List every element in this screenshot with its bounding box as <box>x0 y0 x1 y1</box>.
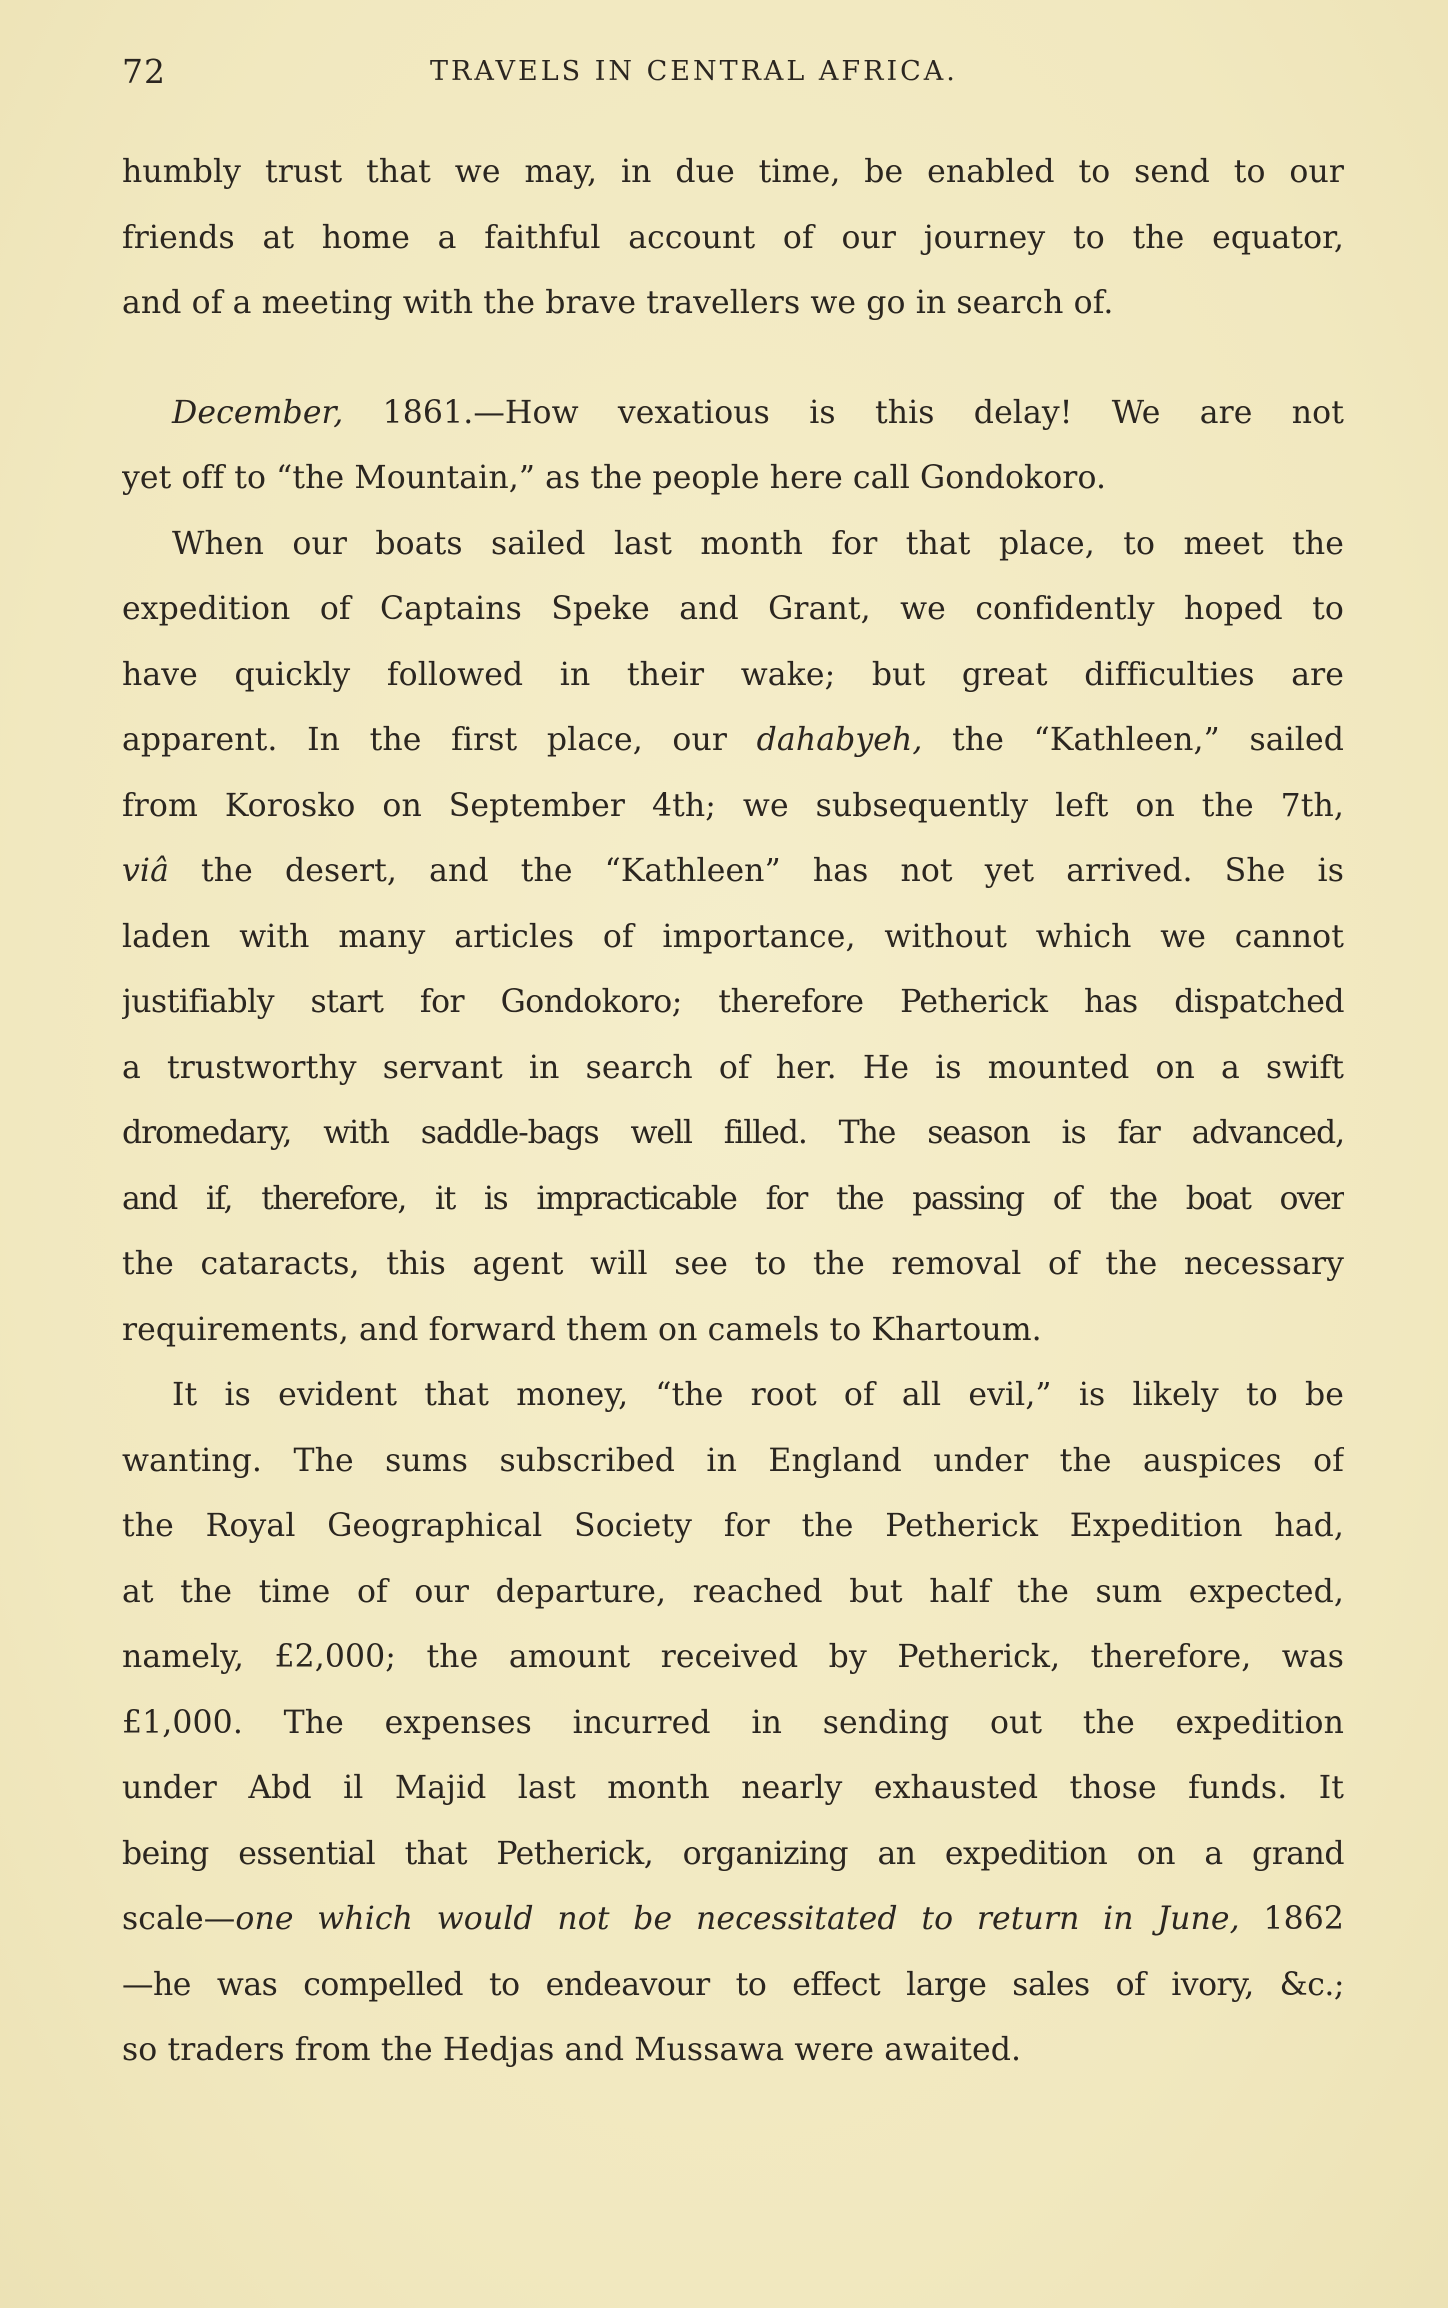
text-line: at the time of our departure, reached but half the sum expected, <box>122 1573 1344 1610</box>
text-line: expedition of Captains Speke and Grant, we confidently hoped to <box>122 591 1344 627</box>
text-segment: scale— <box>122 1901 236 1937</box>
text-line: requirements, and forward them on camels to Khartoum. <box>122 1311 1042 1348</box>
text-segment: 1861.—How vexatious is this delay! We are not <box>343 394 1344 431</box>
text-line: have quickly followed in their wake; but great difficulties are <box>122 656 1344 693</box>
text-line: humbly trust that we may, in due time, be enabled to send to our <box>122 154 1344 190</box>
text-line: being essential that Petherick, organizing an expedition on a grand <box>122 1835 1344 1872</box>
text-line <box>122 839 1344 905</box>
paragraph-gap <box>122 337 1344 381</box>
text-line: and if, therefore, it is impracticable for the passing of the boat over <box>122 1180 1344 1217</box>
text-line: friends at home a faithful account of our journey to the equator, <box>122 219 1344 256</box>
text-line: laden with many articles of importance, without which we cannot <box>122 918 1344 955</box>
page-header <box>122 52 1342 102</box>
text-line: justifiably start for Gondokoro; therefore Petherick has dispatched <box>122 984 1344 1020</box>
date-heading: December, <box>172 394 344 431</box>
text-line: When our boats sailed last month for that place, to meet the <box>172 525 1344 562</box>
text-line: yet off to “the Mountain,” as the people here call Gondokoro. <box>122 460 1107 496</box>
text-line: under Abd il Majid last month nearly exhausted those funds. It <box>122 1770 1344 1806</box>
text-line: and of a meeting with the brave travellers we go in search of. <box>122 285 1114 321</box>
text-segment: apparent. In the first place, our <box>122 722 757 758</box>
text-line: the Royal Geographical Society for the Petherick Expedition had, <box>122 1508 1344 1544</box>
italic-term: viâ <box>122 853 169 889</box>
body-text <box>122 140 1344 2084</box>
page-number: 72 <box>122 52 166 91</box>
text-line: the cataracts, this agent will see to the removal of the necessary <box>122 1246 1344 1282</box>
text-line: wanting. The sums subscribed in England under the auspices of <box>122 1442 1344 1479</box>
text-line: £1,000. The expenses incurred in sending out the expedition <box>122 1704 1344 1741</box>
text-line: a trustworthy servant in search of her. He is mounted on a swift <box>122 1049 1344 1086</box>
text-line <box>122 1887 1344 1953</box>
text-line <box>122 708 1344 774</box>
text-line: namely, £2,000; the amount received by Petherick, therefore, was <box>122 1639 1344 1675</box>
text-line: dromedary, with saddle-bags well filled. The season is far advanced, <box>122 1115 1344 1151</box>
italic-term: dahabyeh, <box>756 722 923 758</box>
text-line: so traders from the Hedjas and Mussawa were awaited. <box>122 2032 1022 2068</box>
text-line: from Korosko on September 4th; we subsequently left on the 7th, <box>122 787 1344 824</box>
text-line <box>122 381 1344 447</box>
text-segment: the desert, and the “Kathleen” has not yet arrived. She is <box>168 853 1344 889</box>
text-segment: the “Kathleen,” sailed <box>922 722 1344 758</box>
italic-phrase: one which would not be necessitated to return in June, <box>235 1901 1240 1937</box>
running-head: TRAVELS IN CENTRAL AFRICA. <box>430 56 958 87</box>
text-line: It is evident that money, “the root of all evil,” is likely to be <box>172 1377 1344 1413</box>
text-line: —he was compelled to endeavour to effect large sales of ivory, &c.; <box>122 1966 1344 2003</box>
text-segment: 1862 <box>1239 1901 1344 1937</box>
